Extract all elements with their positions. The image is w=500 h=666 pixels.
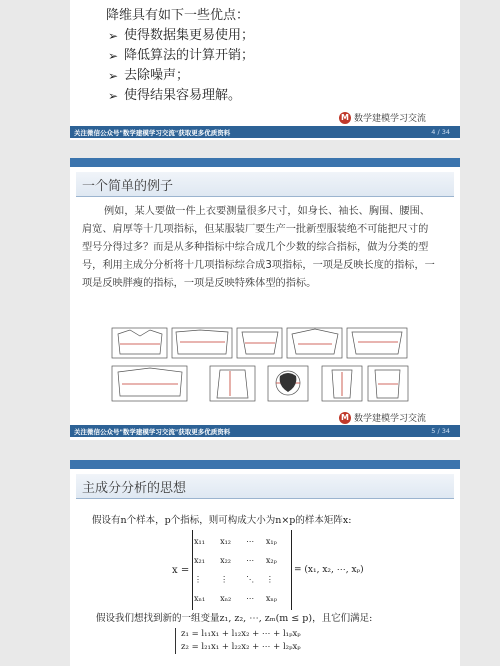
slide-title: 一个简单的例子 <box>82 179 174 194</box>
promo-bar <box>70 460 460 469</box>
column-vector-form: = (x₁, x₂, ⋯, xₚ) <box>294 565 364 575</box>
slide-title: 主成分分析的思想 <box>82 481 187 496</box>
logo-text: 数学建模学习交流 <box>353 414 426 424</box>
benefit-item: ➢ 去除噪声； <box>106 66 254 86</box>
footer-text: 关注微信公众号"数学建模学习交流"获取更多优质资料 <box>74 427 231 436</box>
matrix-cell: ⋱ <box>246 575 255 584</box>
slide-6 <box>70 460 460 666</box>
page-number: 4 / 34 <box>431 128 450 136</box>
matrix-cell: ⋯ <box>246 537 255 546</box>
equation: z₁ = l₁₁x₁ + l₁₂x₂ + ⋯ + l₁ₚxₚ <box>181 629 301 639</box>
matrix-cell: x₁ₚ <box>265 537 277 546</box>
slide-footer <box>70 425 460 437</box>
slide-title-bar <box>76 172 454 197</box>
benefit-item: ➢ 使得结果容易理解。 <box>106 86 254 106</box>
benefits-list <box>106 6 254 106</box>
benefit-item: ➢ 降低算法的计算开销； <box>106 46 254 66</box>
promo-bar <box>70 158 460 167</box>
benefit-item: ➢ 使得数据集更易使用； <box>106 26 254 46</box>
matrix-cell: x₂ₚ <box>265 556 277 565</box>
matrix-cell: x₂₁ <box>194 556 205 565</box>
matrix-cell: ⋮ <box>265 575 274 584</box>
matrix-cell: ⋮ <box>220 575 229 584</box>
matrix-cell: x₁₁ <box>194 537 205 546</box>
m-logo-icon: M <box>339 112 351 124</box>
matrix-cell: ⋯ <box>246 594 255 603</box>
matrix-cell: xₙ₁ <box>194 594 206 603</box>
garment-measurement-figures <box>110 326 410 411</box>
matrix-cell: xₙ₂ <box>220 594 232 603</box>
new-variables-intro: 假设我们想找到新的一组变量z₁, z₂, ⋯, zₘ(m ≤ p)，且它们满足: <box>96 613 373 624</box>
slide-footer <box>70 126 460 138</box>
matrix-cell: x₂₂ <box>220 556 232 565</box>
equation: z₂ = l₂₁x₁ + l₂₂x₂ + ⋯ + l₂ₚxₚ <box>181 642 301 652</box>
matrix-cell: ⋮ <box>194 575 202 584</box>
slide-5 <box>70 158 460 440</box>
matrix-cell: ⋯ <box>246 556 255 565</box>
brand-logo <box>339 111 426 124</box>
sample-matrix-intro: 假设有n个样本，p个指标，则可构成大小为n×p的样本矩阵x: <box>92 515 352 526</box>
slide-title-bar <box>76 474 454 499</box>
linear-combination-equations <box>175 628 301 654</box>
sample-matrix <box>192 530 292 610</box>
slide-4 <box>70 0 460 140</box>
footer-text: 关注微信公众号"数学建模学习交流"获取更多优质资料 <box>74 128 231 137</box>
page-number: 5 / 34 <box>431 427 450 435</box>
matrix-label: x = <box>172 565 190 576</box>
brand-logo <box>339 411 426 424</box>
matrix-cell: xₙₚ <box>265 594 278 603</box>
benefits-intro: 降维具有如下一些优点： <box>106 8 250 23</box>
m-logo-icon: M <box>339 412 351 424</box>
logo-text: 数学建模学习交流 <box>353 114 426 124</box>
matrix-cell: x₁₂ <box>220 537 232 546</box>
example-paragraph: 例如，某人要做一件上衣要测量很多尺寸，如身长、袖长、胸围、腰围、肩宽、肩厚等十几项指标，但某服装厂要生产一批新型服装绝不可能把尺寸的型号分得过多？而是从多种指标中综合成几个少数的综合指标，做为分类的型号，利用主成分分析将十几项指标综合成3项指标，一项是反映长度的指标，一项是反映胖瘦的指标，一项是反映特殊体型的指标。 <box>82 206 435 289</box>
